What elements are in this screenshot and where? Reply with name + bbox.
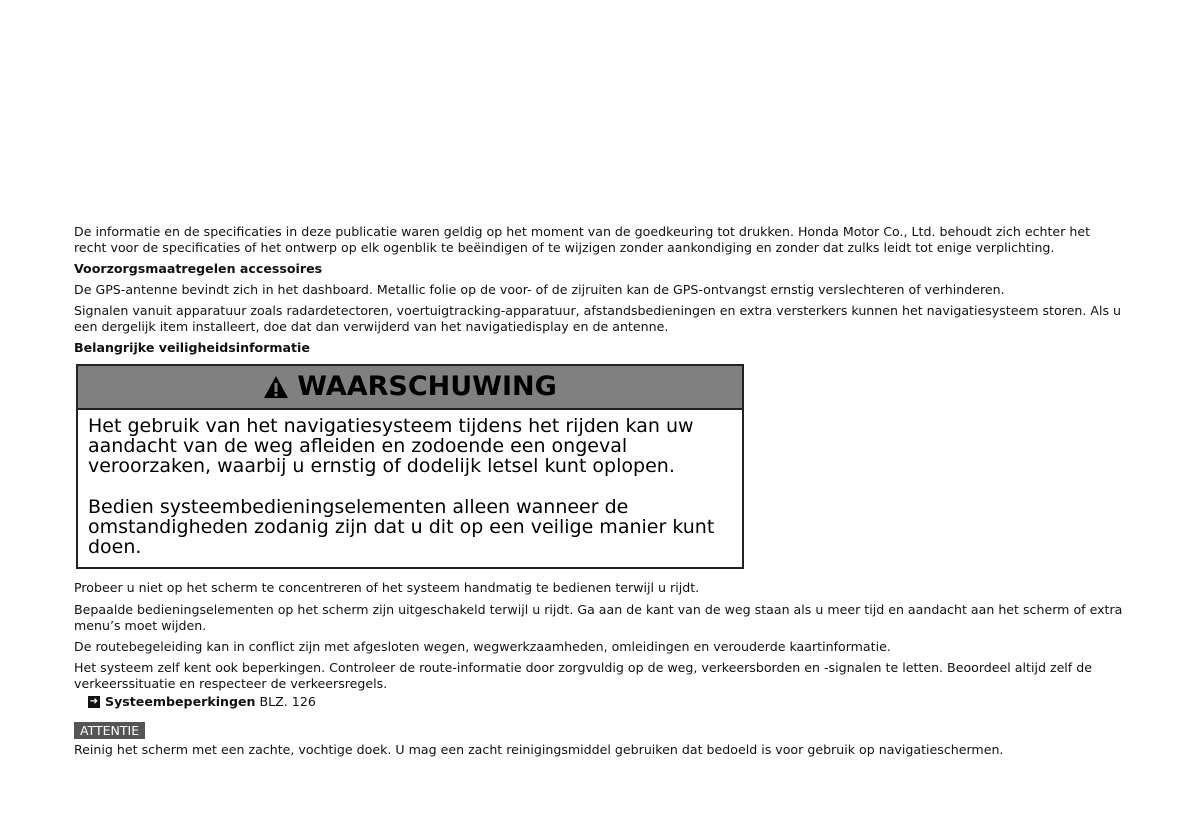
warning-box <box>76 364 744 569</box>
interference-paragraph: Signalen vanuit apparatuur zoals radardetectoren, voertuigtracking-apparatuur, afstandsbedieningen en extra versterkers kunnen het navigatiesysteem storen. Als u een dergelijk item installeert, doe dat dan verwijderd van het navigatiedisplay en de antenne. <box>74 302 1122 335</box>
safety-paragraph-1: Probeer u niet op het scherm te concentreren of het systeem handmatig te bedienen terwijl u rijdt. <box>74 580 700 596</box>
warning-title: WAARSCHUWING <box>297 371 557 403</box>
warning-text-2: Bedien systeembedieningselementen alleen wanneer de omstandigheden zodanig zijn dat u dit op een veilige manier kunt doen. <box>88 496 715 559</box>
warning-triangle-icon <box>263 375 289 399</box>
warning-body <box>78 410 742 567</box>
safety-paragraph-2: Bepaalde bedieningselementen op het scherm zijn uitgeschakeld terwijl u rijdt. Ga aan de kant van de weg staan als u meer tijd en aandacht aan het scherm of extra menu’s moet wijden. <box>74 601 1123 633</box>
accessories-heading: Voorzorgsmaatregelen accessoires <box>74 261 323 277</box>
safety-heading: Belangrijke veiligheidsinformatie <box>74 340 310 356</box>
cross-reference[interactable] <box>88 694 1124 710</box>
reference-page: BLZ. 126 <box>259 693 316 709</box>
attention-paragraph: Reinig het scherm met een zachte, vochtige doek. U mag een zacht reinigingsmiddel gebruiken dat bedoeld is voor gebruik op navigatieschermen. <box>74 741 1004 757</box>
gps-antenna-paragraph: De GPS-antenne bevindt zich in het dashboard. Metallic folie op de voor- of de zijruiten kan de GPS-ontvangst ernstig verslechteren of verhinderen. <box>74 281 1005 297</box>
reference-label: Systeembeperkingen <box>105 693 256 709</box>
intro-paragraph: De informatie en de specificaties in deze publicatie waren geldig op het moment van de goedkeuring tot drukken. Honda Motor Co., Ltd. behoudt zich echter het recht voor de specificaties of het ontwerp op elk ogenblik te beëindigen of te wijzigen zonder aankondiging en zonder dat zulks leidt tot enige verplichting. <box>74 224 1091 256</box>
safety-paragraph-3: De routebegeleiding kan in conflict zijn met afgesloten wegen, wegwerkzaamheden, omleidingen en verouderde kaartinformatie. <box>74 639 891 655</box>
attention-badge: ATTENTIE <box>74 722 145 739</box>
arrow-right-icon: ➜ <box>89 695 99 707</box>
warning-header <box>78 366 742 410</box>
document-body <box>74 224 1124 763</box>
safety-paragraph-4: Het systeem zelf kent ook beperkingen. Controleer de route-informatie door zorgvuldig op de weg, verkeersborden en -signalen te letten. Beoordeel altijd zelf de verkeerssituatie en respecteer de verkeersregels. <box>74 660 1092 692</box>
warning-text-1: Het gebruik van het navigatiesysteem tijdens het rijden kan uw aandacht van de weg afleiden en zodoende een ongeval veroorzaken, waarbij u ernstig of dodelijk letsel kunt oplopen. <box>88 415 694 478</box>
